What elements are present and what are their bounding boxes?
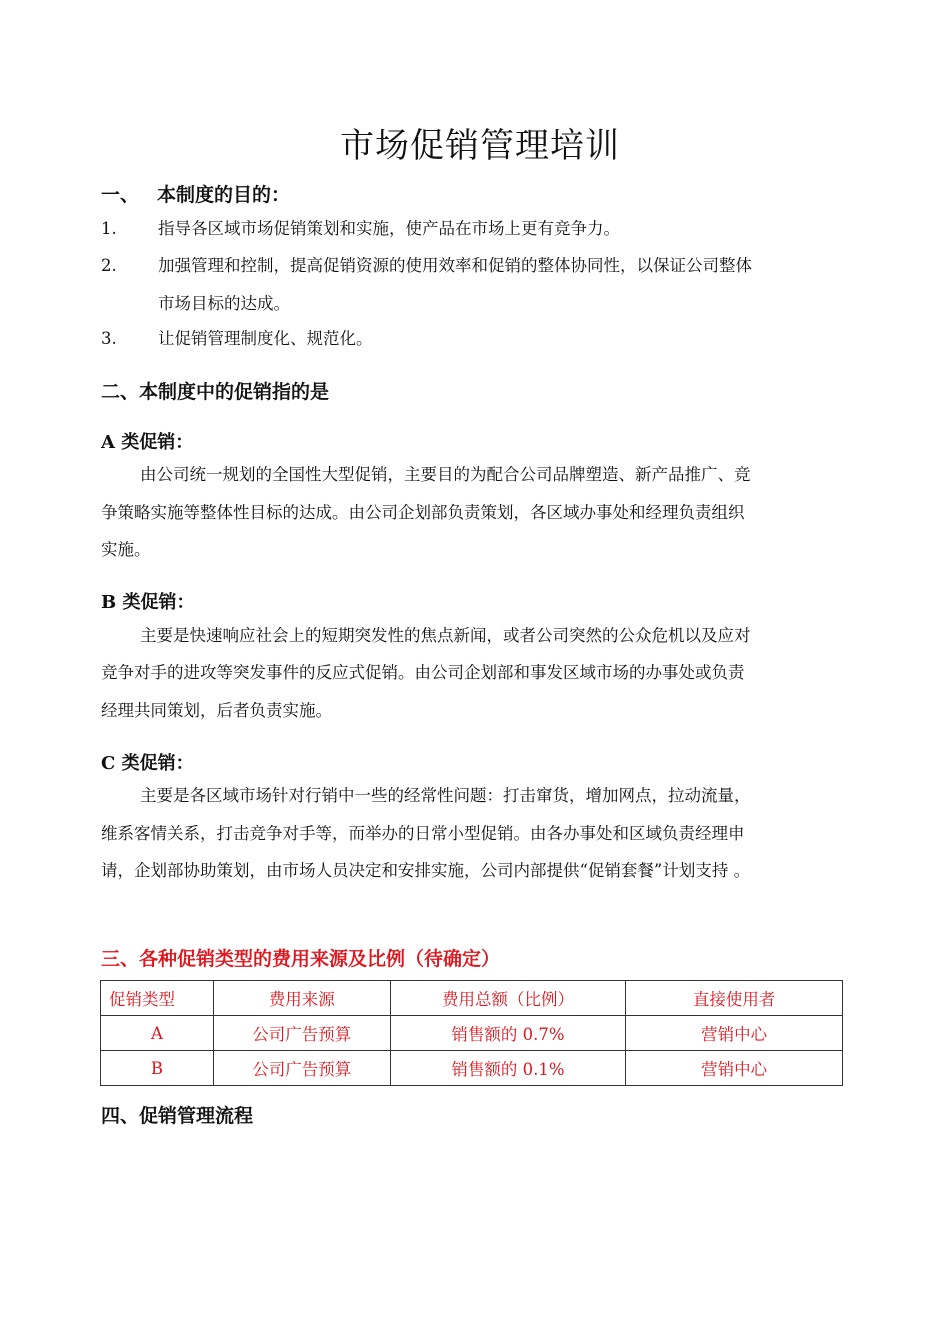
- table-cell: 营销中心: [626, 1016, 843, 1051]
- section4-heading: 四、促销管理流程: [101, 1105, 254, 1127]
- table-cell: B: [101, 1051, 214, 1086]
- list-item-text: 加强管理和控制，提高促销资源的使用效率和促销的整体协同性，以保证公司整体: [158, 256, 752, 275]
- list-item-number: 1.: [101, 219, 117, 238]
- promo-a-line: 由公司统一规划的全国性大型促销，主要目的为配合公司品牌塑造、新产品推广、竞: [140, 465, 751, 484]
- section1-heading: [101, 180, 290, 207]
- promo-c-heading: C 类促销：: [101, 753, 194, 774]
- promo-a-line: 实施。: [101, 540, 151, 559]
- fee-table: [100, 980, 843, 1086]
- table-cell: 公司广告预算: [213, 1016, 390, 1051]
- table-cell: 销售额的 0.1%: [390, 1051, 626, 1086]
- list-item-text: 市场目标的达成。: [158, 294, 290, 313]
- table-row: [101, 1051, 843, 1086]
- table-cell: 公司广告预算: [213, 1051, 390, 1086]
- section1-heading-text: 本制度的目的：: [157, 184, 291, 206]
- document-title: 市场促销管理培训: [340, 126, 620, 166]
- table-cell: 营销中心: [626, 1051, 843, 1086]
- promo-b-line: 竞争对手的进攻等突发事件的反应式促销。由公司企划部和事发区域市场的办事处或负责: [101, 663, 745, 682]
- table-header-cell: 费用来源: [213, 981, 390, 1016]
- table-cell: 销售额的 0.7%: [390, 1016, 626, 1051]
- list-item-text: 指导各区域市场促销策划和实施，使产品在市场上更有竞争力。: [158, 219, 620, 238]
- promo-a-line: 争策略实施等整体性目标的达成。由公司企划部负责策划，各区域办事处和经理负责组织: [101, 503, 745, 522]
- promo-b-heading: B 类促销：: [101, 592, 195, 613]
- promo-c-line: 请，企划部协助策划，由市场人员决定和安排实施，公司内部提供“促销套餐”计划支持 。: [101, 861, 751, 880]
- section3-heading: 三、各种促销类型的费用来源及比例（待确定）: [101, 948, 501, 970]
- promo-a-heading: A 类促销：: [101, 432, 194, 453]
- list-item-number: 3.: [101, 329, 117, 348]
- table-header-cell: 促销类型: [101, 981, 214, 1016]
- promo-b-line: 主要是快速响应社会上的短期突发性的焦点新闻，或者公司突然的公众危机以及应对: [140, 626, 751, 645]
- table-cell: A: [101, 1016, 214, 1051]
- section1-number: 一、: [101, 184, 140, 206]
- table-header-cell: 费用总额（比例）: [390, 981, 626, 1016]
- table-header-row: [101, 981, 843, 1016]
- list-item-text: 让促销管理制度化、规范化。: [158, 329, 373, 348]
- table-row: [101, 1016, 843, 1051]
- list-item-number: 2.: [101, 256, 117, 275]
- section2-heading: 二、本制度中的促销指的是: [101, 381, 330, 403]
- table-header-cell: 直接使用者: [626, 981, 843, 1016]
- promo-b-line: 经理共同策划，后者负责实施。: [101, 701, 332, 720]
- promo-c-line: 维系客情关系，打击竞争对手等，而举办的日常小型促销。由各办事处和区域负责经理申: [101, 824, 745, 843]
- promo-c-line: 主要是各区域市场针对行销中一些的经常性问题：打击窜货，增加网点，拉动流量，: [140, 786, 751, 805]
